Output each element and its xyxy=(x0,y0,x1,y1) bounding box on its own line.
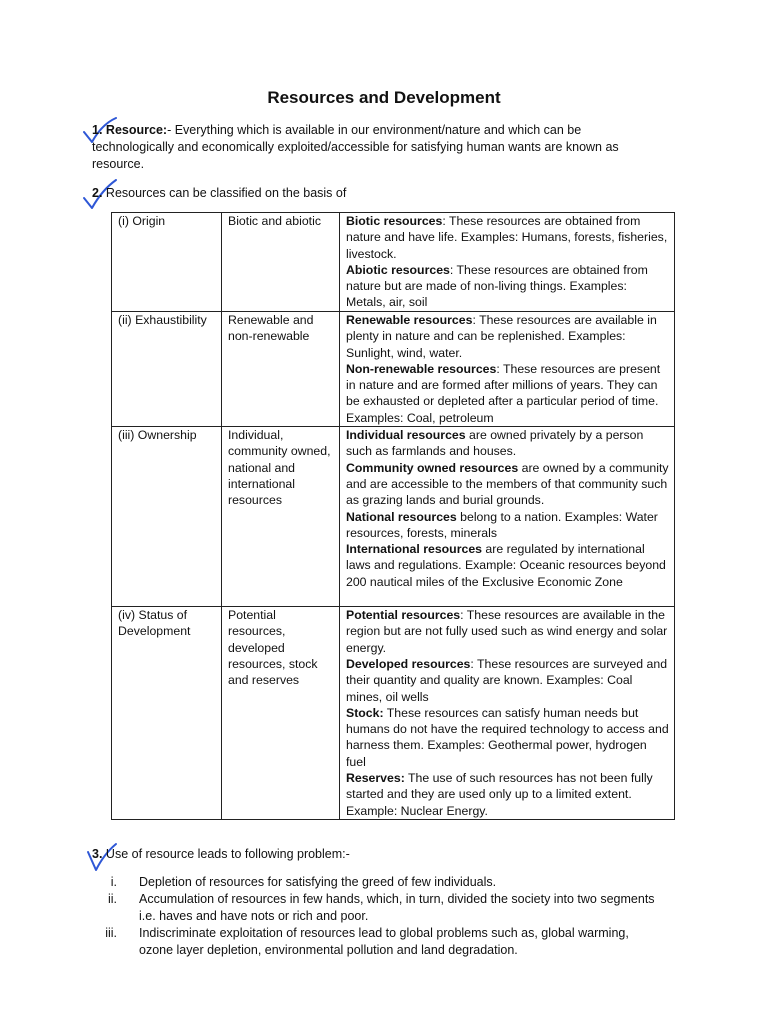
definition: Non-renewable resources: These resources are present in nature and are formed after millions of years. They can be exhausted or depleted after a particular period of time. Examples: Coal, petroleum xyxy=(346,361,661,425)
table-row xyxy=(112,427,675,607)
types-cell: Renewable and non-renewable xyxy=(222,312,340,427)
question-number: 3. xyxy=(92,847,103,861)
list-item: iii. Indiscriminate exploitation of resources lead to global problems such as, global warming, ozone layer depletion, environmental pollution and land degradation. xyxy=(105,926,629,957)
definition-cell xyxy=(340,213,675,312)
question-number: 1. xyxy=(92,123,103,137)
types-cell: Individual, community owned, national and international resources xyxy=(222,427,340,607)
definition-cell xyxy=(340,427,675,607)
list-item: i. Depletion of resources for satisfying the greed of few individuals. xyxy=(110,875,497,889)
definition: Stock: These resources can satisfy human needs but humans do not have the required technology to access and harness them. Examples: Geothermal power, hydrogen fuel xyxy=(346,705,669,769)
definition: Reserves: The use of such resources has not been fully started and they are used only up to a limited extent. Example: Nuclear Energy. xyxy=(346,771,653,818)
resource-definition: - Everything which is available in our environment/nature and which can be technologically and economically exploited/accessible for satisfying human wants are known as resource. xyxy=(92,123,619,171)
question-2 xyxy=(92,185,662,202)
definition: National resources belong to a nation. Examples: Water resources, forests, minerals xyxy=(346,509,658,540)
types-cell: Potential resources, developed resources, stock and reserves xyxy=(222,607,340,820)
definition: Abiotic resources: These resources are obtained from nature but are made of non-living things. Examples: Metals, air, soil xyxy=(346,262,648,310)
problem-list xyxy=(92,874,662,959)
definition-cell xyxy=(340,312,675,427)
table-row xyxy=(112,312,675,427)
types-cell: Biotic and abiotic xyxy=(222,213,340,312)
definition: Community owned resources are owned by a community and are accessible to the members of that community such as grazing lands and burial grounds. xyxy=(346,460,669,508)
page-title: Resources and Development xyxy=(267,88,501,107)
question-1 xyxy=(92,122,662,173)
resource-term: Resource: xyxy=(105,123,168,137)
basis-cell: (iv) Status of Development xyxy=(112,607,222,820)
definition: Individual resources are owned privately by a person such as farmlands and houses. xyxy=(346,428,644,459)
question-text: Resources can be classified on the basis of xyxy=(105,186,347,200)
definition: Potential resources: These resources are available in the region but are not fully used such as wind energy and solar energy. xyxy=(346,608,668,655)
list-item: ii. Accumulation of resources in few hands, which, in turn, divided the society into two segments i.e. haves and have nots or rich and poor. xyxy=(107,892,655,923)
definition: International resources are regulated by international laws and regulations. Example: Oceanic resources beyond 200 nautical miles of the Exclusive Economic Zone xyxy=(346,542,666,589)
basis-cell: (iii) Ownership xyxy=(112,427,222,607)
question-number: 2. xyxy=(92,186,103,200)
definition-cell xyxy=(340,607,675,820)
definition: Developed resources: These resources are surveyed and their quantity and quality are known. Examples: Coal mines, oil wells xyxy=(346,656,668,704)
table-row xyxy=(112,213,675,312)
question-3 xyxy=(92,846,662,863)
question-text: Use of resource leads to following problem:- xyxy=(105,847,350,861)
basis-cell: (ii) Exhaustibility xyxy=(112,312,222,427)
definition: Renewable resources: These resources are available in plenty in nature and can be replenished. Examples: Sunlight, wind, water. xyxy=(346,313,657,360)
table-row xyxy=(112,607,675,820)
classification-table xyxy=(111,212,675,820)
definition: Biotic resources: These resources are obtained from nature and have life. Examples: Humans, forests, fisheries, livestock. xyxy=(346,214,668,261)
basis-cell: (i) Origin xyxy=(112,213,222,312)
